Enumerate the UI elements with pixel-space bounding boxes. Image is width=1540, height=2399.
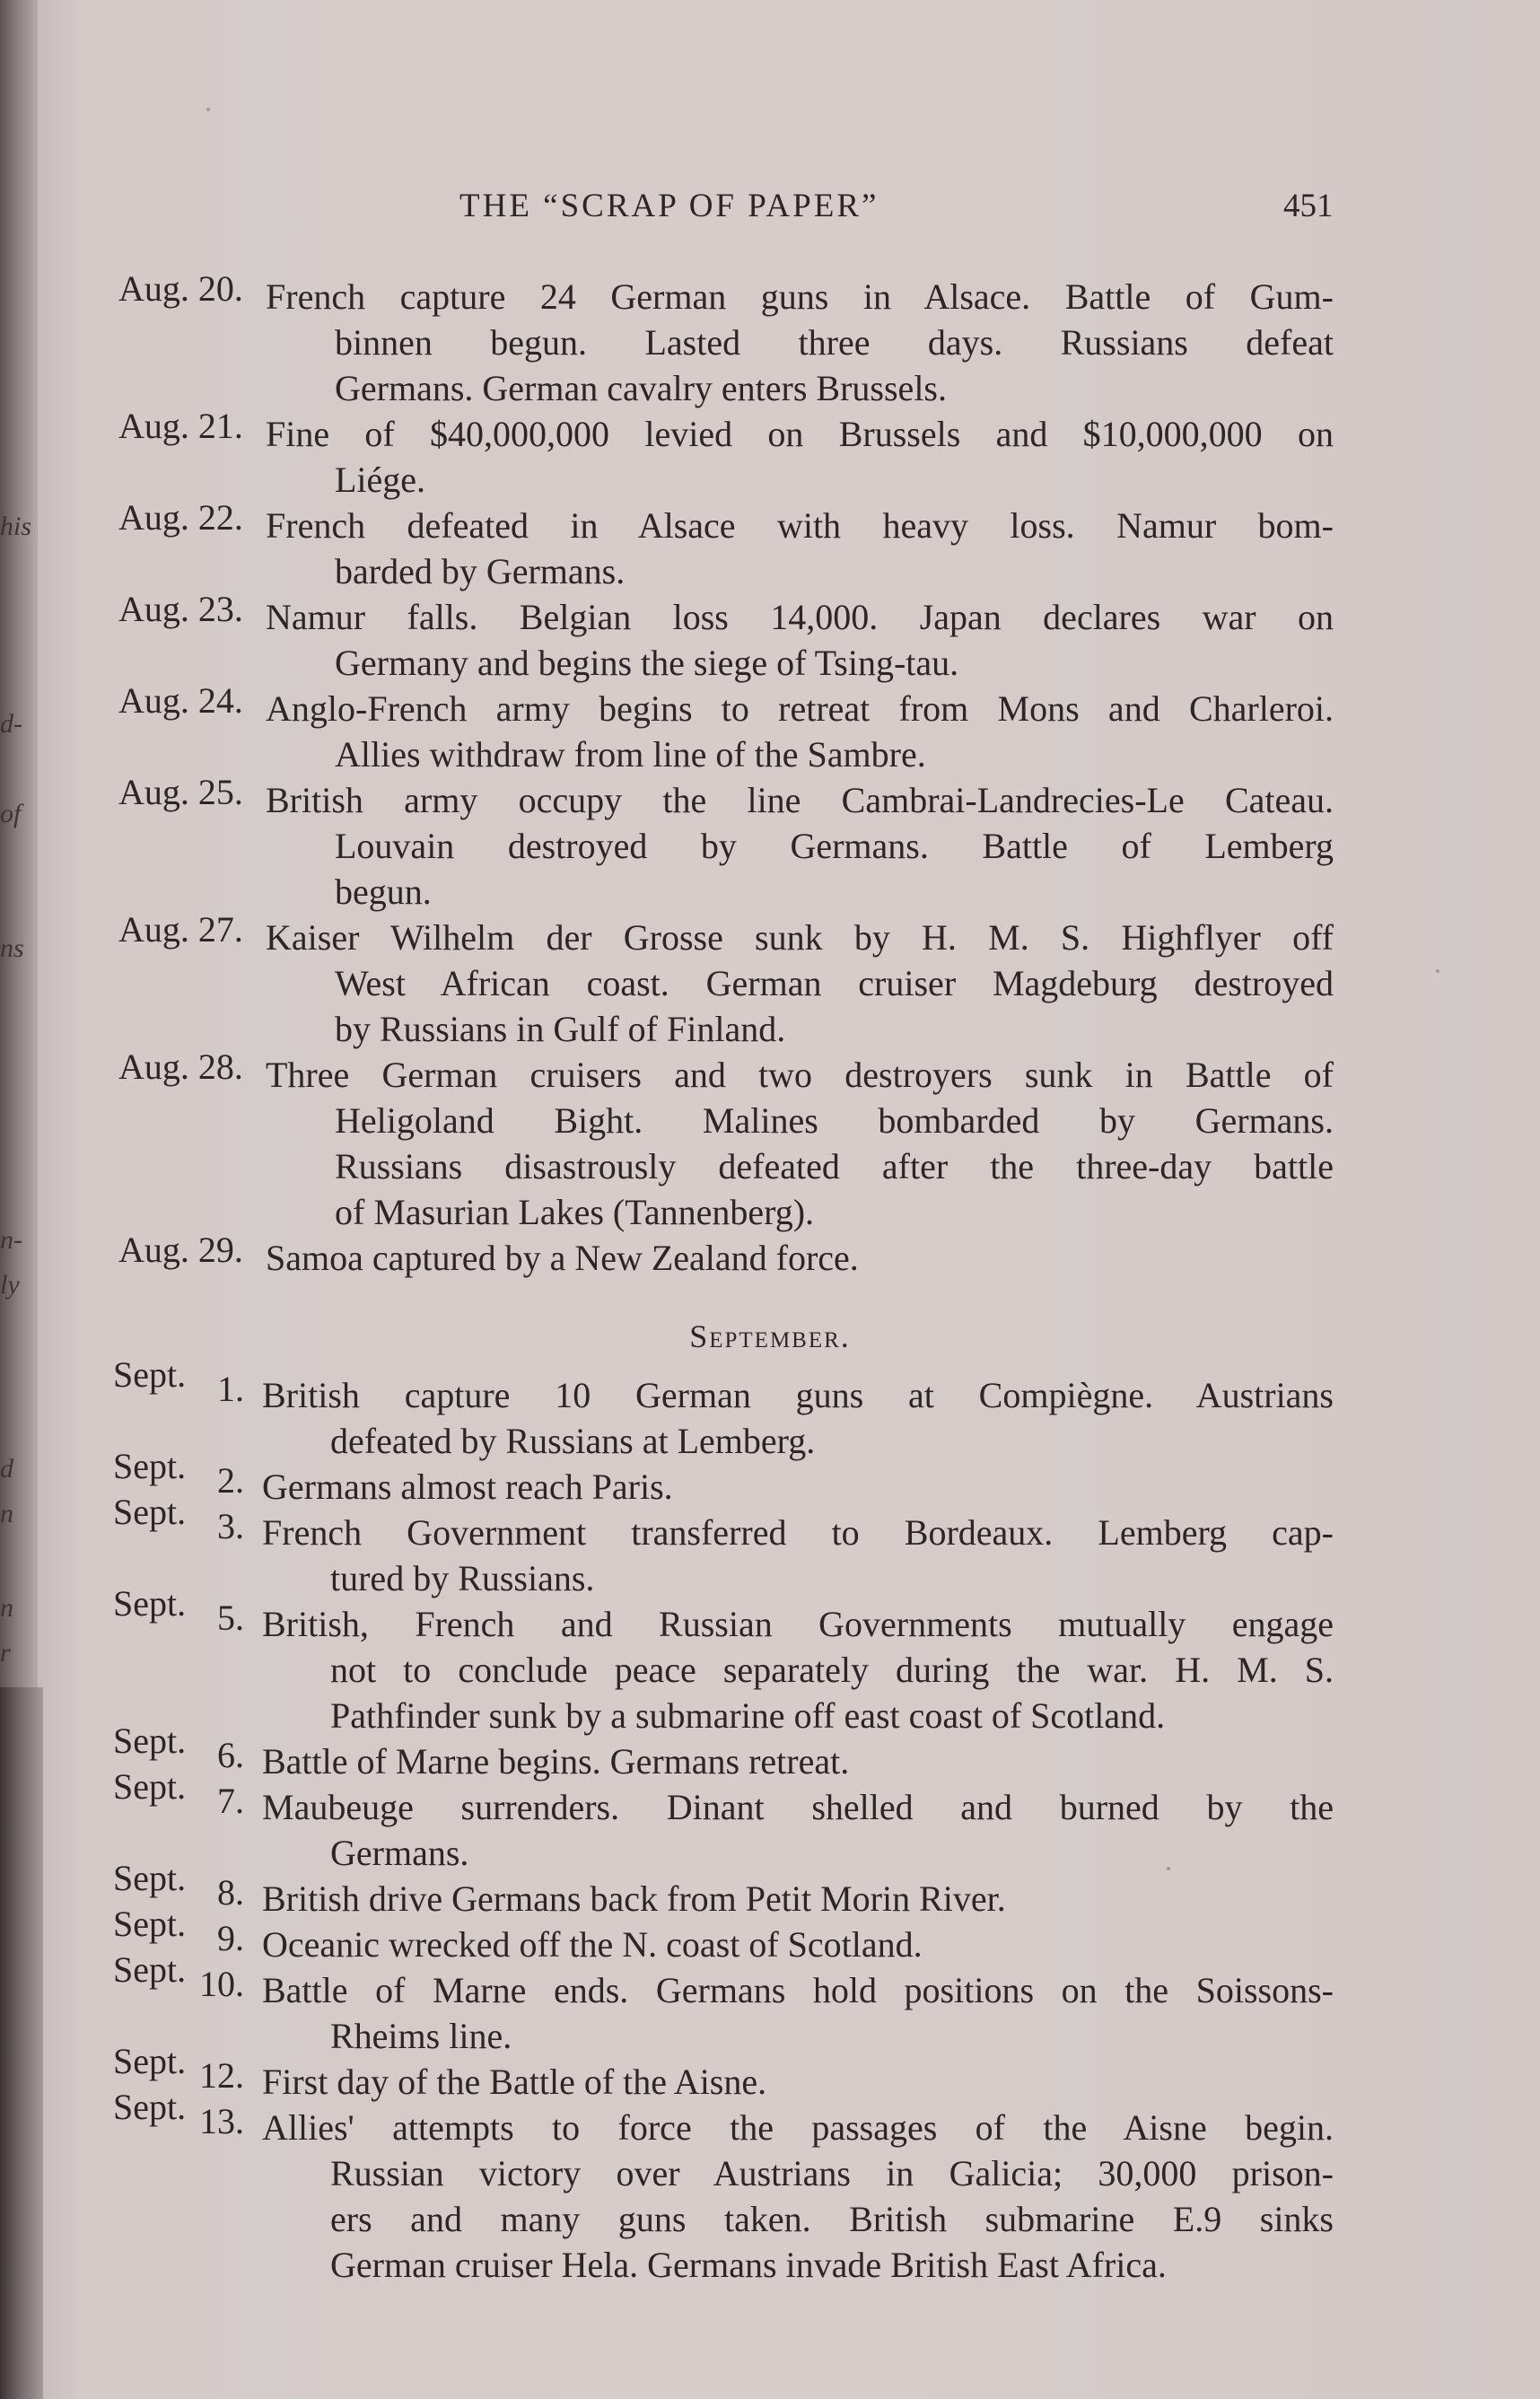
margin-fragment: ns bbox=[0, 933, 24, 963]
margin-fragment: d bbox=[0, 1454, 13, 1484]
entry-line: defeated by Russians at Lemberg. bbox=[330, 1421, 816, 1461]
page-header bbox=[0, 187, 1540, 232]
entry-date: Aug. 25. bbox=[118, 772, 243, 812]
entry-line: Fine of $40,000,000 levied on Brussels and $10,000,000 on bbox=[266, 414, 1334, 454]
entry-line: begun. bbox=[335, 871, 432, 912]
entry-date-day: 6. bbox=[217, 1735, 244, 1775]
entry-date-month: Sept. bbox=[113, 1949, 187, 1990]
entry-line: Germany and begins the siege of Tsing-tau. bbox=[335, 643, 959, 683]
entry-line: Oceanic wrecked off the N. coast of Scotland. bbox=[262, 1924, 923, 1965]
entry-line: British drive Germans back from Petit Morin River. bbox=[262, 1878, 1006, 1919]
book-gutter-shadow bbox=[0, 1687, 43, 2399]
entry-line: British capture 10 German guns at Compiègne. Austrians bbox=[262, 1375, 1334, 1415]
entry-date: Aug. 21. bbox=[118, 406, 243, 446]
entry-line: British army occupy the line Cambrai-Landrecies-Le Cateau. bbox=[266, 780, 1334, 820]
entry-line: Liége. bbox=[335, 460, 426, 500]
entry-line: of Masurian Lakes (Tannenberg). bbox=[335, 1192, 815, 1232]
entry-line: by Russians in Gulf of Finland. bbox=[335, 1009, 786, 1049]
entry-line: Battle of Marne begins. Germans retreat. bbox=[262, 1741, 850, 1782]
margin-fragment: ly bbox=[0, 1270, 20, 1300]
entry-date-month: Sept. bbox=[113, 1492, 187, 1532]
entry-line: First day of the Battle of the Aisne. bbox=[262, 2062, 767, 2102]
entry-line: tured by Russians. bbox=[330, 1558, 595, 1598]
entry-date: Aug. 27. bbox=[118, 909, 243, 950]
entry-date-day: 1. bbox=[217, 1369, 244, 1409]
entry-line: Heligoland Bight. Malines bombarded by Germans. bbox=[335, 1100, 1334, 1141]
entry-date-month: Sept. bbox=[113, 2087, 187, 2127]
entry-line: not to conclude peace separately during the war. H. M. S. bbox=[330, 1650, 1334, 1690]
entry-date-day: 3. bbox=[217, 1506, 244, 1546]
entry-date: Aug. 24. bbox=[118, 680, 243, 721]
entry-line: Louvain destroyed by Germans. Battle of Lemberg bbox=[335, 826, 1334, 866]
entry-line: British, French and Russian Governments mutually engage bbox=[262, 1604, 1334, 1644]
entry-line: West African coast. German cruiser Magdeburg destroyed bbox=[335, 963, 1334, 1003]
entry-date-day: 5. bbox=[217, 1598, 244, 1638]
entry-date-day: 2. bbox=[217, 1460, 244, 1501]
entry-line: Russian victory over Austrians in Galicia; 30,000 prison- bbox=[330, 2153, 1334, 2193]
entry-date: Aug. 29. bbox=[118, 1230, 243, 1270]
entry-date-month: Sept. bbox=[113, 1766, 187, 1807]
entry-line: Allies withdraw from line of the Sambre. bbox=[335, 734, 926, 775]
entry-line: Pathfinder sunk by a submarine off east coast of Scotland. bbox=[330, 1695, 1166, 1736]
entry-line: French defeated in Alsace with heavy loss. Namur bom- bbox=[266, 505, 1334, 546]
entry-line: Germans almost reach Paris. bbox=[262, 1467, 673, 1507]
entry-date-month: Sept. bbox=[113, 1858, 187, 1898]
margin-fragment: of bbox=[0, 799, 22, 828]
entry-line: Rheims line. bbox=[330, 2016, 512, 2056]
entry-date-day: 13. bbox=[199, 2101, 244, 2141]
entry-date: Aug. 20. bbox=[118, 268, 243, 309]
entry-line: Namur falls. Belgian loss 14,000. Japan declares war on bbox=[266, 597, 1334, 637]
entry-line: French Government transferred to Bordeaux. Lemberg cap- bbox=[262, 1512, 1334, 1553]
paper-speck bbox=[206, 108, 210, 111]
entry-line: Anglo-French army begins to retreat from Mons and Charleroi. bbox=[266, 688, 1334, 729]
running-title: THE “SCRAP OF PAPER” bbox=[459, 188, 879, 224]
entry-date-day: 10. bbox=[199, 1964, 244, 2004]
entry-date-month: Sept. bbox=[113, 1354, 187, 1395]
entry-line: Samoa captured by a New Zealand force. bbox=[266, 1238, 859, 1278]
entry-line: Allies' attempts to force the passages of the Aisne begin. bbox=[262, 2107, 1334, 2148]
margin-fragment: n- bbox=[0, 1225, 22, 1255]
entry-date-day: 8. bbox=[217, 1872, 244, 1913]
entry-date-month: Sept. bbox=[113, 1904, 187, 1944]
entry-date-day: 7. bbox=[217, 1781, 244, 1821]
entry-date: Aug. 22. bbox=[118, 497, 243, 538]
section-heading-september: September. bbox=[689, 1318, 851, 1354]
entry-date-day: 12. bbox=[199, 2055, 244, 2096]
entry-line: barded by Germans. bbox=[335, 551, 626, 591]
entry-date-month: Sept. bbox=[113, 2041, 187, 2081]
entry-date-month: Sept. bbox=[113, 1720, 187, 1761]
entry-line: binnen begun. Lasted three days. Russians defeat bbox=[335, 322, 1334, 363]
entry-line: ers and many guns taken. British submarine E.9 sinks bbox=[330, 2199, 1334, 2239]
entry-line: German cruiser Hela. Germans invade British East Africa. bbox=[330, 2245, 1167, 2285]
margin-fragment: d- bbox=[0, 709, 22, 739]
entry-line: Kaiser Wilhelm der Grosse sunk by H. M. S. Highflyer off bbox=[266, 917, 1334, 958]
entry-date: Aug. 23. bbox=[118, 589, 243, 629]
entry-date-month: Sept. bbox=[113, 1446, 187, 1486]
paper-speck bbox=[1167, 1867, 1170, 1870]
entry-date: Aug. 28. bbox=[118, 1046, 243, 1087]
entry-line: Germans. bbox=[330, 1833, 469, 1873]
entry-date-month: Sept. bbox=[113, 1583, 187, 1624]
page-number: 451 bbox=[1283, 188, 1334, 224]
entry-line: Maubeuge surrenders. Dinant shelled and burned by the bbox=[262, 1787, 1334, 1827]
entry-line: French capture 24 German guns in Alsace. Battle of Gum- bbox=[266, 276, 1334, 317]
paper-speck bbox=[1436, 969, 1439, 973]
margin-fragment: r bbox=[0, 1638, 11, 1668]
entry-line: Three German cruisers and two destroyers sunk in Battle of bbox=[266, 1055, 1334, 1095]
entry-line: Germans. German cavalry enters Brussels. bbox=[335, 368, 947, 408]
margin-fragment: his bbox=[0, 512, 32, 541]
margin-fragment: n bbox=[0, 1499, 13, 1528]
entry-line: Russians disastrously defeated after the three-day battle bbox=[335, 1146, 1334, 1186]
entry-date-day: 9. bbox=[217, 1918, 244, 1958]
entry-line: Battle of Marne ends. Germans hold positions on the Soissons- bbox=[262, 1970, 1334, 2010]
margin-fragment: n bbox=[0, 1593, 13, 1623]
